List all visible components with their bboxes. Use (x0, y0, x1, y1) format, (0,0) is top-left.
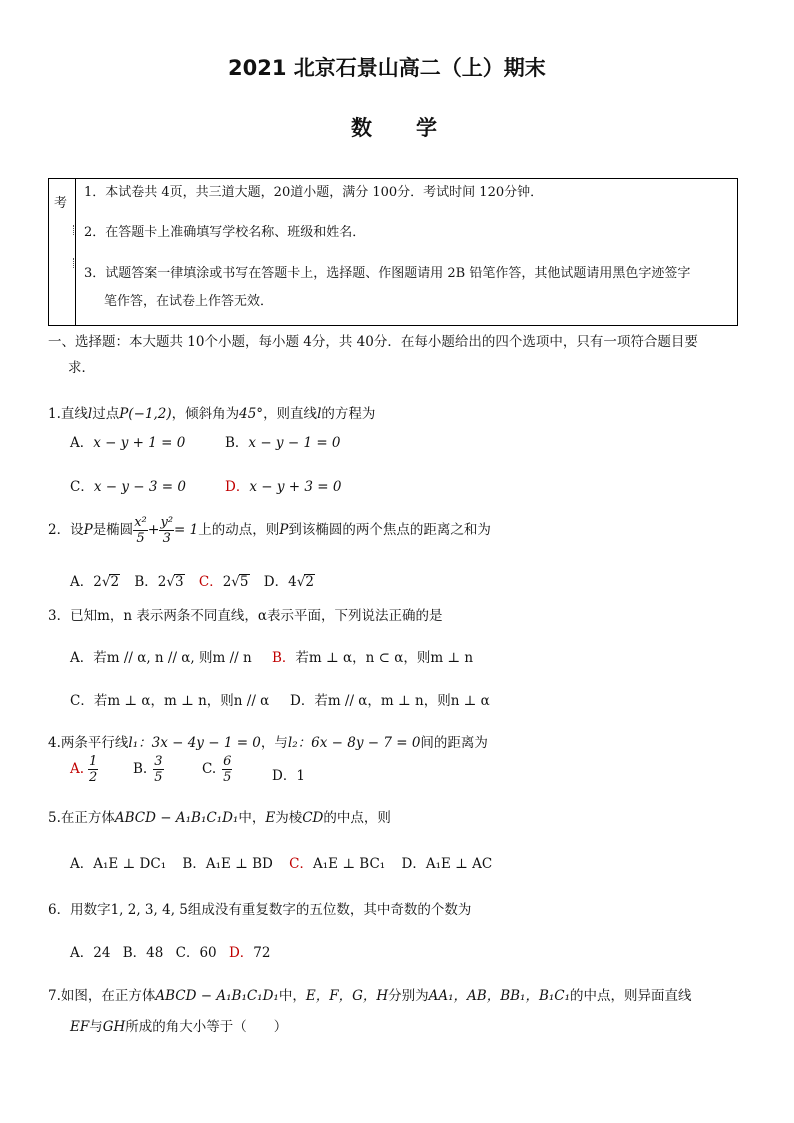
q2-text: 到该椭圆的两个焦点的距离之和为 (288, 522, 491, 538)
q5-option-c: A₁E ⊥ BC₁ (313, 856, 386, 872)
q4-line-1: l₁：3x − 4y − 1 = 0 (128, 735, 261, 751)
q1-point: P(−1,2) (119, 406, 172, 422)
q5-option-a: A．A₁E ⊥ DC₁ (70, 856, 167, 872)
option-value: 4 (288, 574, 297, 590)
option-label: B． (134, 574, 158, 590)
q1-text: ，则直线 (263, 406, 318, 422)
section-heading-cont: 求． (68, 360, 95, 376)
question-4-stem (48, 731, 488, 751)
option-value: 2 (222, 574, 232, 590)
question-1-stem (48, 402, 375, 422)
q7-cube: ABCD − A₁B₁C₁D₁ (155, 988, 279, 1004)
q2-text: 上的动点，则 (198, 522, 280, 538)
q2-text: 2．设 (48, 522, 84, 538)
q7-points: E，F，G，H (305, 988, 389, 1004)
option-value: 2 (93, 574, 102, 590)
q5-edge: CD (302, 810, 324, 826)
question-2-stem: 2．设P是椭圆 $\frac{\text{x²}}{5}$ + $\frac{\text{y²}}{3}$ = 1上的动点，则P到该椭圆的两个焦点的距离之和为 (48, 515, 491, 546)
option-label: B. (133, 761, 148, 777)
fraction (88, 754, 98, 785)
answer-label: D． (225, 479, 250, 495)
option-label: A． (70, 574, 94, 590)
fraction-num: x² (134, 515, 147, 530)
q4-option-a (70, 754, 98, 785)
sqrt-sign: √ (296, 574, 306, 590)
answer-label: C． (198, 574, 223, 590)
q5-text: 为棱 (275, 810, 303, 826)
q1-text: 过点 (92, 406, 120, 422)
sqrt-sign: √ (166, 574, 175, 590)
question-3-stem: 3．已知m，n 表示两条不同直线，α表示平面，下列说法正确的是 (48, 608, 443, 624)
q7-text: 所成的角大小等于（ ） (125, 1019, 288, 1035)
q2-options (70, 570, 315, 590)
q1-option-d (225, 475, 341, 495)
q7-edges: AA₁，AB，BB₁，B₁C₁ (428, 988, 571, 1004)
q5-text: 的中点，则 (323, 810, 391, 826)
q7-text: 分别为 (388, 988, 429, 1004)
option-value: 2 (157, 574, 167, 590)
q1-text: ，倾斜角为 (171, 406, 240, 422)
radicand: 3 (174, 574, 184, 590)
q1-angle: 45° (239, 406, 264, 422)
fraction-den: 2 (89, 770, 98, 785)
q7-text: 中， (278, 988, 306, 1004)
q5-options (70, 852, 492, 872)
q1-text: 1.直线 (48, 406, 88, 422)
q3-option-a: A．若m // α, n // α, 则m // n (70, 650, 252, 666)
q5-cube: ABCD − A₁B₁C₁D₁ (114, 810, 239, 826)
q1-text: 的方程为 (321, 406, 376, 422)
answer-label: C． (289, 856, 314, 872)
q1-option-b (225, 431, 341, 451)
q3-option-b (272, 646, 473, 666)
q2-point-p: P (279, 522, 289, 538)
option-label: B． (225, 435, 249, 451)
option-value: x − y − 1 = 0 (248, 435, 341, 451)
radicand: 2 (110, 574, 120, 590)
radicand: 2 (305, 574, 314, 590)
notice-item-1: 1．本试卷共 4页，共三道大题，20道小题，满分 100分．考试时间 120分钟． (84, 185, 544, 200)
option-label: A． (70, 435, 94, 451)
page-title: 2021 北京石景山高二（上）期末 (228, 56, 546, 80)
q6-option-c: C．60 (175, 945, 217, 961)
option-value: x − y − 3 = 0 (93, 479, 186, 495)
q7-text: 7.如图，在正方体 (48, 988, 156, 1004)
section-heading: 一、选择题：本大题共 10个小题，每小题 4分，共 40分．在每小题给出的四个选项中，只有一项符合题目要 (48, 334, 698, 350)
fraction (133, 515, 148, 546)
q5-option-b: B．A₁E ⊥ BD (182, 856, 273, 872)
q5-text: 5.在正方体 (48, 810, 115, 826)
fraction-num: 1 (89, 754, 98, 769)
dotted-divider (73, 258, 76, 268)
q4-text: 间的距离为 (420, 735, 488, 751)
fraction-den: 3 (162, 531, 171, 546)
fraction-num: y² (160, 515, 174, 530)
notice-item-3: 3．试题答案一律填涂或书写在答题卡上，选择题、作图题请用 2B 铅笔作答，其他试题请用黑色字迹签字 (84, 266, 691, 281)
subject-title: 数学 (351, 116, 481, 140)
q1-line-l: l (87, 406, 93, 422)
q4-text: 4.两条平行线 (48, 735, 129, 751)
answer-label: A. (70, 761, 85, 777)
fraction-den: 5 (154, 770, 163, 785)
q3-option-c: C．若m ⊥ α，m ⊥ n，则n // α (70, 693, 270, 709)
q1-option-a (70, 431, 185, 451)
option-value: x − y + 1 = 0 (93, 435, 186, 451)
fraction-num: 3 (154, 754, 163, 769)
answer-label: B． (272, 650, 296, 666)
q1-option-c (70, 475, 186, 495)
q4-option-c (202, 754, 232, 785)
q4-line-2: l₂：6x − 8y − 7 = 0 (287, 735, 421, 751)
q6-digits: 1, 2, 3, 4, 5 (110, 902, 188, 918)
fraction-den: 5 (136, 531, 145, 546)
q5-option-d: D．A₁E ⊥ AC (401, 856, 493, 872)
q7-line-ef: EF (70, 1019, 90, 1035)
q6-option-d: 72 (253, 945, 271, 961)
fraction-num: 6 (223, 754, 232, 769)
q2-point-p: P (83, 522, 93, 538)
notice-label-cell (48, 178, 76, 326)
q7-line-gh: GH (102, 1019, 126, 1035)
notice-item-3-cont: 笔作答，在试卷上作答无效． (104, 294, 274, 309)
q6-option-a: A．24 (70, 945, 111, 961)
q5-text: 中， (238, 810, 266, 826)
question-7-line-1 (48, 984, 692, 1004)
dotted-divider (73, 225, 76, 235)
question-6-stem (48, 898, 471, 918)
q2-eq: = 1 (174, 522, 199, 538)
answer-label: D． (228, 945, 254, 961)
question-5-stem (48, 806, 391, 826)
q4-option-b (133, 754, 164, 785)
q4-option-d: D．1 (272, 768, 305, 784)
option-label: C． (70, 479, 94, 495)
q3-option-d: D．若m // α，m ⊥ n，则n ⊥ α (290, 693, 490, 709)
radicand: 5 (239, 574, 249, 590)
question-7-line-2 (70, 1015, 287, 1035)
q6-options (70, 941, 270, 961)
sqrt-sign: √ (101, 574, 111, 590)
q7-text: 与 (89, 1019, 103, 1035)
fraction (153, 754, 163, 785)
q7-text: 的中点，则异面直线 (570, 988, 692, 1004)
q6-option-b: B．48 (122, 945, 164, 961)
q1-line-l: l (317, 406, 322, 422)
q2-text: 是椭圆 (92, 522, 134, 538)
option-label: D． (263, 574, 289, 590)
sqrt-sign: √ (231, 574, 240, 590)
option-value: x − y + 3 = 0 (249, 479, 342, 495)
q4-text: ，与 (260, 735, 288, 751)
q6-text: 6．用数字 (48, 902, 111, 918)
fraction (222, 754, 232, 785)
option-label: C. (202, 761, 217, 777)
option-value: 若m ⊥ α，n ⊂ α，则m ⊥ n (295, 650, 474, 666)
q5-point-e: E (265, 810, 276, 826)
fraction-den: 5 (223, 770, 232, 785)
notice-label: 考 (54, 196, 68, 211)
q6-text: 组成没有重复数字的五位数，其中奇数的个数为 (187, 902, 472, 918)
notice-item-2: 2．在答题卡上准确填写学校名称、班级和姓名． (84, 225, 366, 240)
fraction (159, 515, 174, 546)
